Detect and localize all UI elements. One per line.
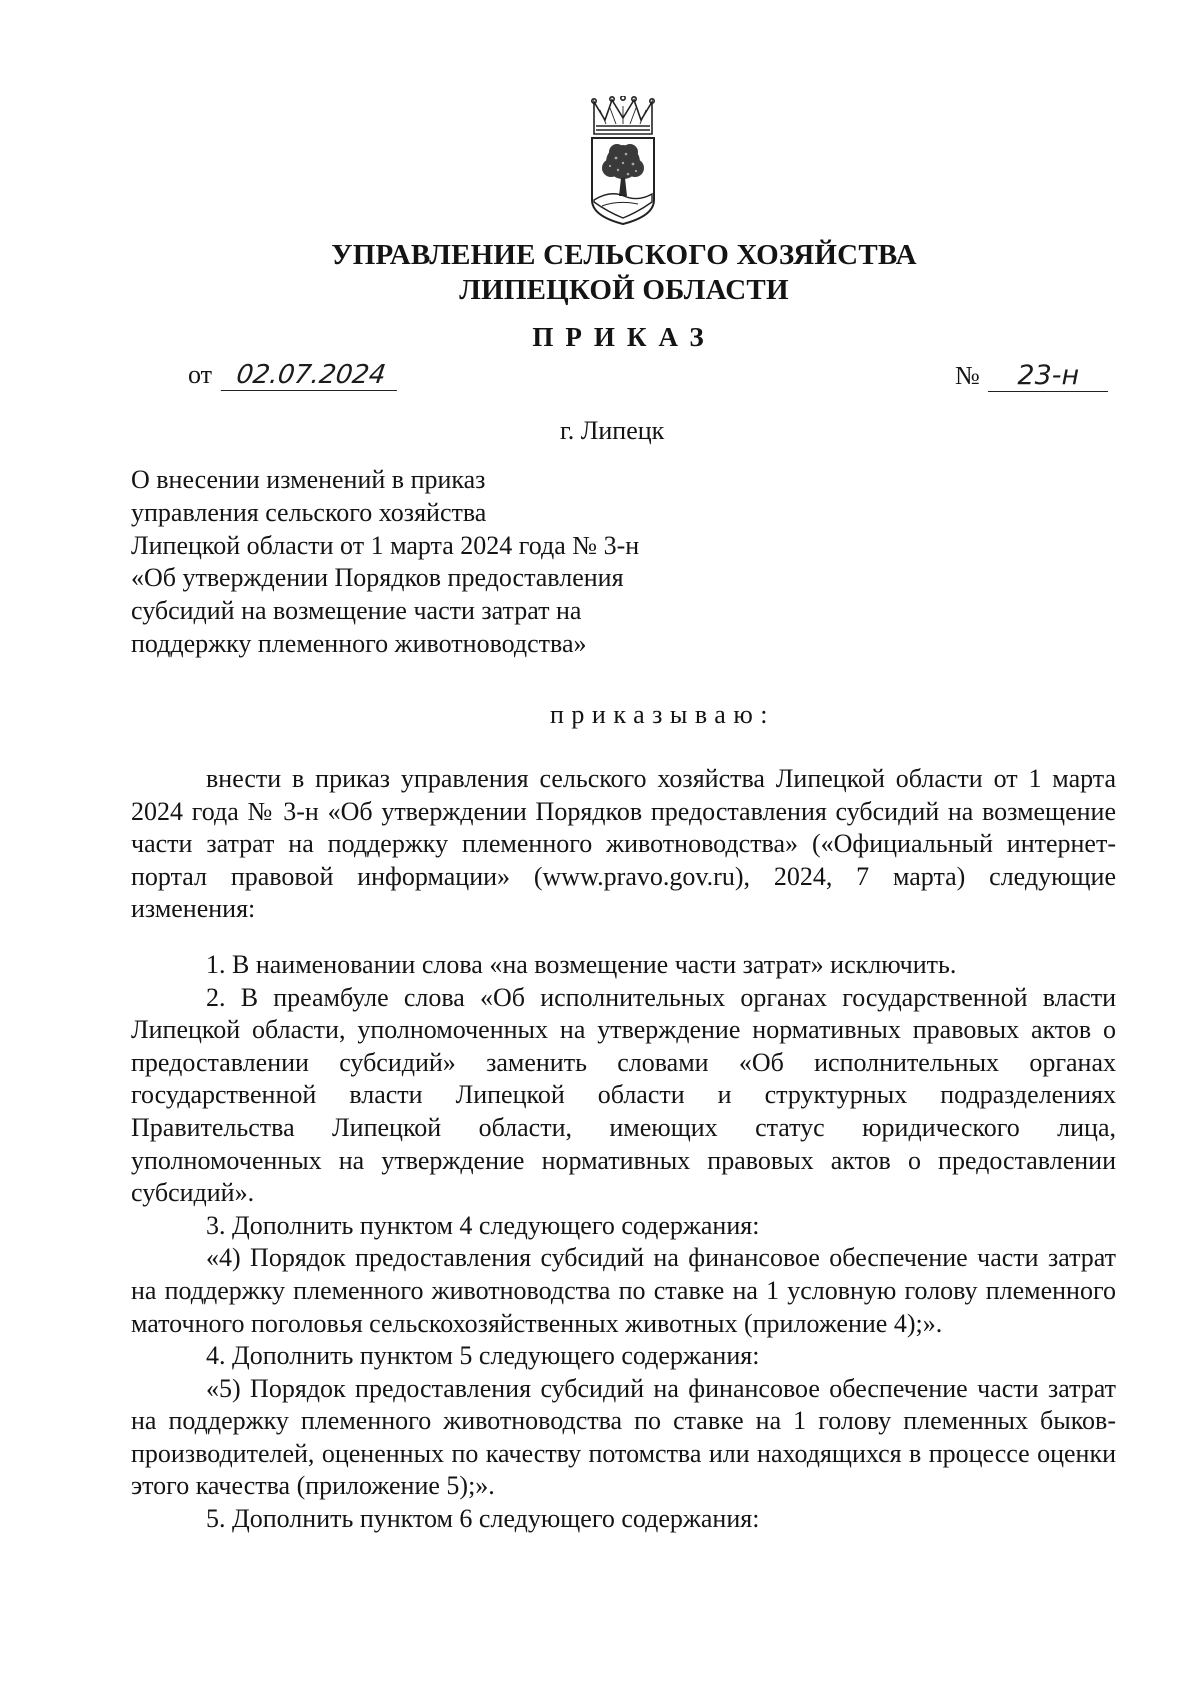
change-item: 1. В наименовании слова «на возмещение части затрат» исключить.	[206, 949, 957, 979]
intro-paragraph: внести в приказ управления сельского хозяйства Липецкой области от 1 марта 2024 года № 3-н «Об утверждении Порядков предоставления субсидий на возмещение части затрат на поддержку племенного животноводства» («Официальный интернет-портал правовой информации» (www.pravo.gov.ru), 2024, 7 марта) следующие изменения:	[131, 764, 1116, 924]
order-number-line	[955, 360, 1108, 392]
change-item: «4) Порядок предоставления субсидий на финансовое обеспечение части затрат на поддержку племенного животноводства по ставке на 1 условную голову племенного маточного поголовья сельскохозяйственных животных (приложение 4);».	[131, 1243, 1116, 1338]
order-date-value: 02.07.2024	[220, 360, 400, 391]
number-sign: №	[955, 361, 980, 390]
subject-line: управления сельского хозяйства	[131, 497, 487, 527]
subject-line: О внесении изменений в приказ	[131, 465, 486, 494]
authority-name	[300, 238, 948, 308]
change-item: 5. Дополнить пунктом 6 следующего содержания:	[206, 1504, 760, 1534]
document-type-title: ПРИКАЗ	[532, 322, 716, 352]
change-item: 3. Дополнить пунктом 4 следующего содержания:	[206, 1210, 760, 1240]
subject-line: «Об утверждении Порядков предоставления	[131, 563, 624, 593]
change-item: 2. В преамбуле слова «Об исполнительных органах государственной власти Липецкой области, уполномоченных на утверждение нормативных правовых актов о предоставлении субсидий» заменить словами «Об исполнительных органах государственной власти Липецкой области и структурных подразделениях Правительства Липецкой области, имеющих статус юридического лица, уполномоченных на утверждение нормативных правовых актов о предоставлении субсидий».	[131, 982, 1116, 1208]
order-number-value: 23-н	[988, 360, 1108, 392]
subject-line: Липецкой области от 1 марта 2024 года № 3-н	[131, 530, 640, 560]
order-subject	[131, 464, 731, 661]
decree-word: приказываю:	[550, 700, 775, 729]
authority-line-2: ЛИПЕЦКОЙ ОБЛАСТИ	[459, 274, 789, 306]
change-item: «5) Порядок предоставления субсидий на финансовое обеспечение части затрат на поддержку племенного животноводства по ставке на 1 голову племенных быков-производителей, оцененных по качеству потомства или находящихся в процессе оценки этого качества (приложение 5);».	[131, 1373, 1116, 1501]
authority-line-1: УПРАВЛЕНИЕ СЕЛЬСКОГО ХОЗЯЙСТВА	[331, 239, 917, 271]
order-body	[131, 763, 1116, 1536]
city-name: г. Липецк	[560, 416, 665, 445]
coat-of-arms-icon	[588, 96, 658, 231]
change-item: 4. Дополнить пунктом 5 следующего содержания:	[206, 1341, 760, 1371]
date-label: от	[188, 360, 213, 389]
subject-line: субсидий на возмещение части затрат на	[131, 596, 582, 626]
subject-line: поддержку племенного животноводства»	[131, 628, 587, 658]
order-date-line	[188, 360, 399, 391]
